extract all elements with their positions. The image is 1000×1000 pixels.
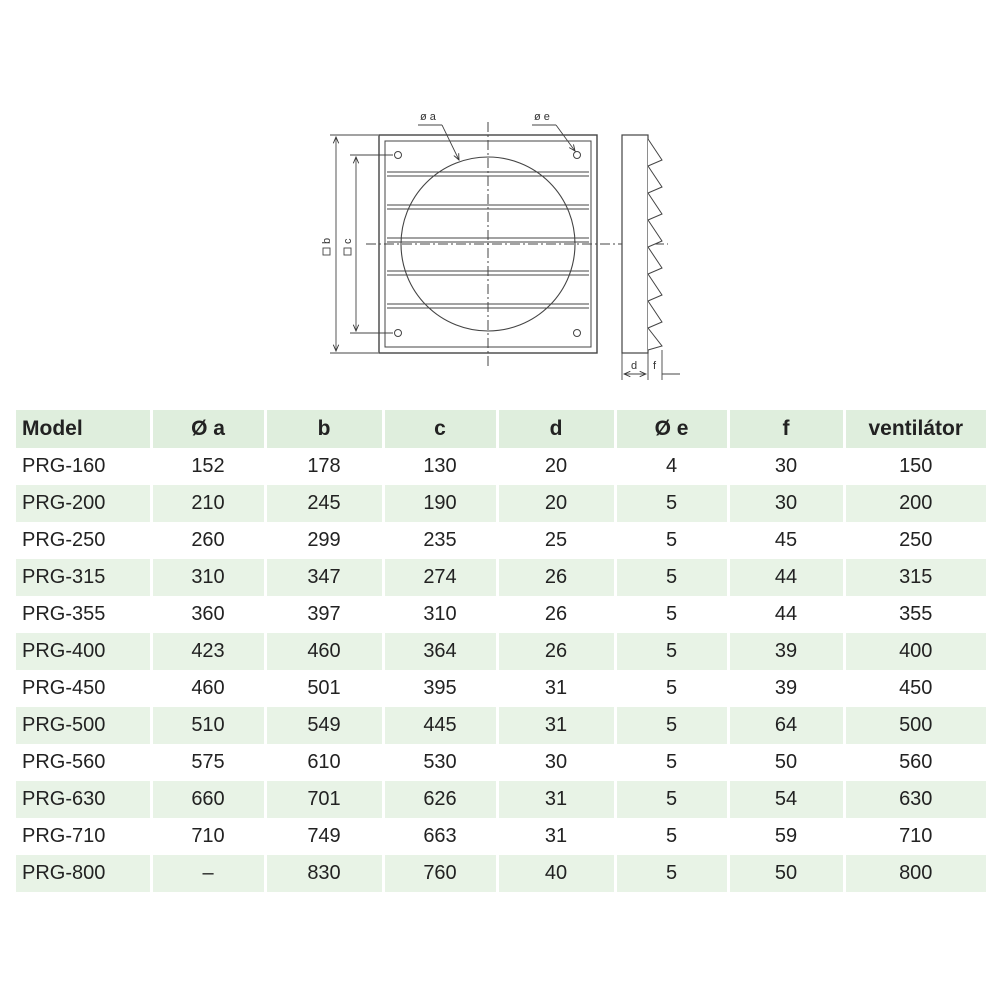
table-cell: 549 [265, 707, 383, 744]
table-cell: 30 [728, 448, 844, 485]
table-cell: 250 [899, 529, 933, 551]
table-cell: 178 [265, 448, 383, 485]
table-cell: 347 [265, 559, 383, 596]
column-header: Model [16, 410, 151, 448]
table-cell: 5 [615, 485, 728, 522]
table-cell: 310 [151, 559, 265, 596]
table-cell: 530 [383, 744, 497, 781]
table-cell: 152 [151, 448, 265, 485]
table-cell: 5 [615, 670, 728, 707]
table-cell: PRG-160 [16, 448, 151, 485]
table-cell: 30 [497, 744, 615, 781]
table-cell: 235 [383, 522, 497, 559]
table-row [16, 559, 986, 596]
table-row [16, 485, 986, 522]
label-d: d [631, 360, 638, 372]
column-header: c [383, 410, 497, 448]
table-cell: 710 [899, 825, 933, 847]
table-cell: 830 [265, 855, 383, 892]
table-cell: 5 [615, 522, 728, 559]
table-cell: PRG-450 [16, 670, 151, 707]
table-cell: 54 [728, 781, 844, 818]
table-cell: 749 [265, 818, 383, 855]
table-cell: PRG-315 [16, 559, 151, 596]
table-cell: 4 [615, 448, 728, 485]
table-cell: 500 [844, 707, 986, 744]
spec-table [16, 410, 986, 892]
table-cell: PRG-400 [16, 633, 151, 670]
table-cell: 5 [615, 818, 728, 855]
table-cell: 663 [383, 818, 497, 855]
table-row [16, 707, 986, 744]
table-cell: 460 [265, 633, 383, 670]
table-body [16, 448, 986, 892]
table-cell: 360 [151, 596, 265, 633]
table-cell: 364 [383, 633, 497, 670]
table-cell: PRG-500 [16, 707, 151, 744]
label-c: c [342, 238, 354, 244]
table-cell: 50 [728, 855, 844, 892]
square-symbol-c [344, 248, 351, 255]
table-cell: 510 [151, 707, 265, 744]
table-cell: 315 [844, 559, 986, 596]
table-cell: PRG-560 [16, 744, 151, 781]
table-cell: 200 [844, 485, 986, 522]
column-header: Ø e [615, 410, 728, 448]
side-view-body [622, 135, 648, 353]
table-cell: 26 [497, 633, 615, 670]
column-header: ventilátor [844, 410, 986, 448]
table-cell: PRG-355 [16, 596, 151, 633]
table-cell: 245 [265, 485, 383, 522]
table-cell: 45 [728, 522, 844, 559]
table-cell: 25 [497, 522, 615, 559]
table-cell: – [151, 855, 265, 892]
column-header: f [728, 410, 844, 448]
square-symbol-b [323, 248, 330, 255]
table-row [16, 781, 986, 818]
table-cell: 26 [497, 559, 615, 596]
table-header-row [16, 410, 986, 448]
table-row [16, 596, 986, 633]
table-cell: 701 [265, 781, 383, 818]
table-cell: 20 [497, 485, 615, 522]
column-header: d [497, 410, 615, 448]
table-cell: 626 [383, 781, 497, 818]
table-cell: 20 [497, 448, 615, 485]
table-cell: 710 [151, 818, 265, 855]
table-cell: 210 [151, 485, 265, 522]
table-cell: 450 [899, 677, 933, 699]
table-cell: 610 [265, 744, 383, 781]
table-cell: 150 [899, 455, 933, 477]
table-cell: PRG-800 [16, 855, 151, 892]
table-cell: 5 [615, 596, 728, 633]
table-cell: 460 [151, 670, 265, 707]
label-f: f [653, 360, 657, 372]
table-row [16, 818, 986, 855]
table-cell: 39 [728, 633, 844, 670]
table-row [16, 670, 986, 707]
table-cell: 64 [728, 707, 844, 744]
table-row [16, 522, 986, 559]
table-cell: 800 [844, 855, 986, 892]
table-cell: 501 [265, 670, 383, 707]
table-cell: 31 [497, 670, 615, 707]
table-row [16, 855, 986, 892]
table-cell: 5 [615, 855, 728, 892]
table-cell: 260 [151, 522, 265, 559]
technical-drawing [0, 0, 1000, 400]
label-dia-e: ø e [534, 111, 550, 123]
table-cell: 575 [151, 744, 265, 781]
table-cell: 299 [265, 522, 383, 559]
table-cell: PRG-710 [16, 818, 151, 855]
table-cell: 5 [615, 633, 728, 670]
table-cell: 395 [383, 670, 497, 707]
table-cell: 423 [151, 633, 265, 670]
label-dia-a: ø a [420, 111, 436, 123]
table-cell: 400 [844, 633, 986, 670]
column-header: Ø a [151, 410, 265, 448]
label-b: b [321, 237, 333, 244]
table-row [16, 633, 986, 670]
table-cell: 190 [383, 485, 497, 522]
table-cell: 5 [615, 781, 728, 818]
table-cell: 5 [615, 744, 728, 781]
table-cell: 26 [497, 596, 615, 633]
table-cell: 560 [899, 751, 933, 773]
table-cell: 31 [497, 818, 615, 855]
table-cell: 5 [615, 559, 728, 596]
table-cell: PRG-200 [16, 485, 151, 522]
table-cell: 44 [728, 559, 844, 596]
table-cell: 274 [383, 559, 497, 596]
table-cell: 760 [383, 855, 497, 892]
table-cell: 44 [728, 596, 844, 633]
table-cell: 31 [497, 781, 615, 818]
table-cell: 397 [265, 596, 383, 633]
table-cell: 40 [497, 855, 615, 892]
table-cell: PRG-630 [16, 781, 151, 818]
table-cell: 39 [728, 670, 844, 707]
table-cell: 31 [497, 707, 615, 744]
table-cell: 130 [383, 448, 497, 485]
table-cell: 59 [728, 818, 844, 855]
table-cell: 310 [383, 596, 497, 633]
table-cell: 660 [151, 781, 265, 818]
table-cell: 630 [844, 781, 986, 818]
table-cell: 50 [728, 744, 844, 781]
table-cell: 355 [899, 603, 933, 625]
table-cell: 30 [728, 485, 844, 522]
column-header: b [265, 410, 383, 448]
table-cell: PRG-250 [16, 522, 151, 559]
table-row [16, 744, 986, 781]
table-cell: 445 [383, 707, 497, 744]
table-row [16, 448, 986, 485]
table-cell: 5 [615, 707, 728, 744]
